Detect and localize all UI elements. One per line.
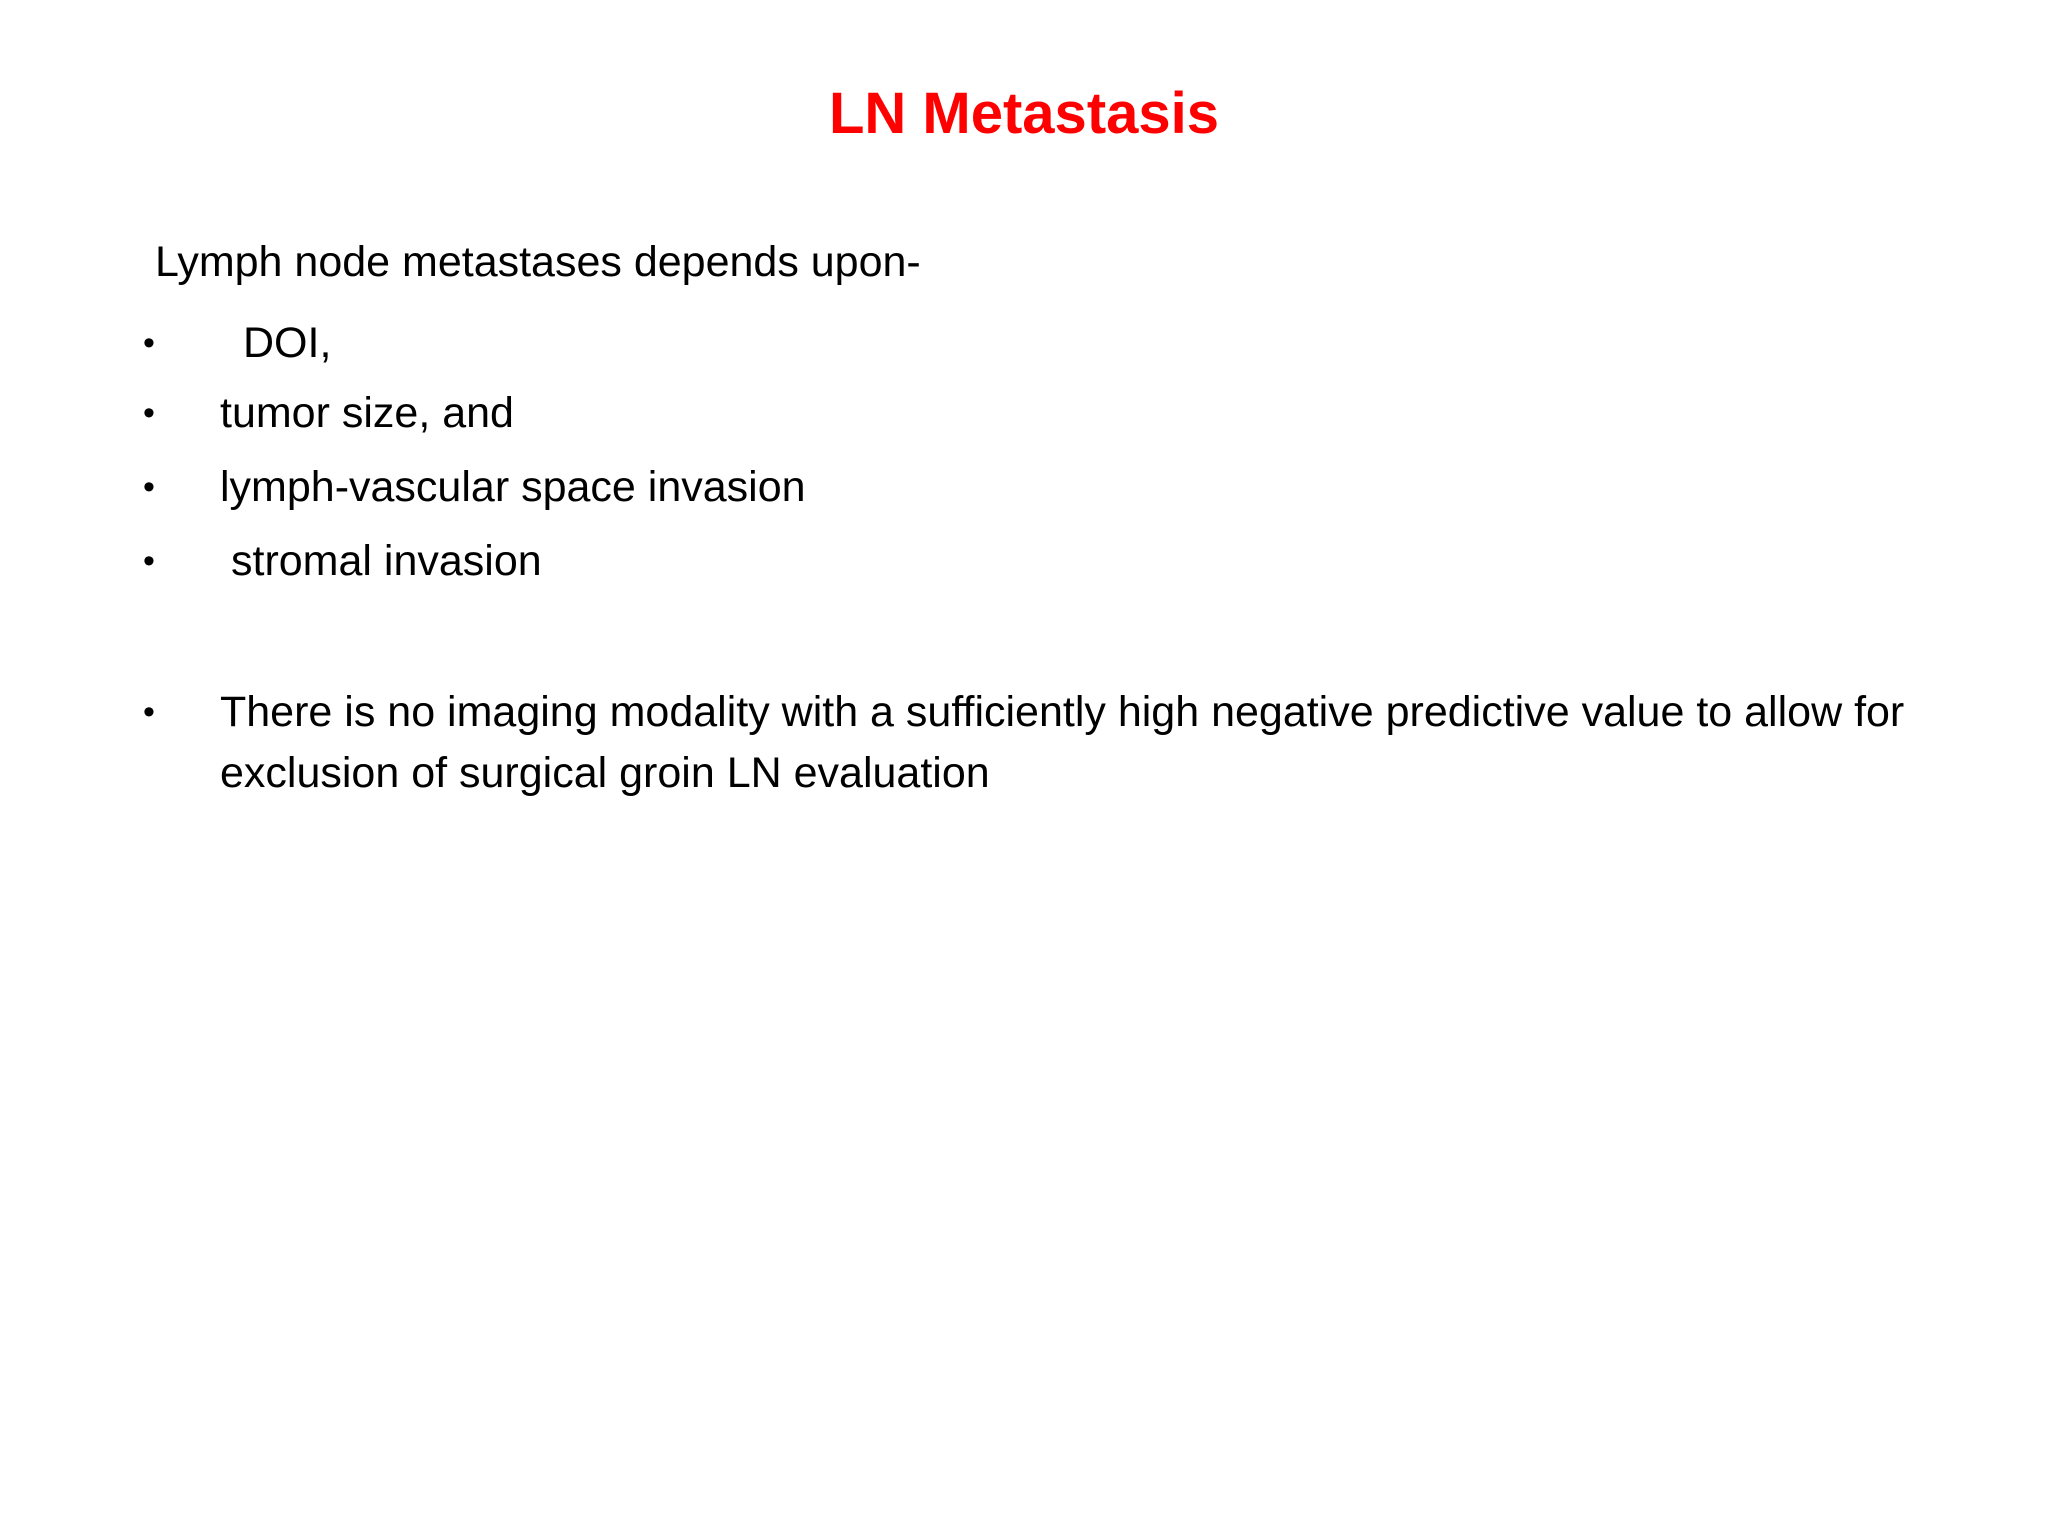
bullet-text: There is no imaging modality with a sufficiently high negative predictive value to allow for exclusion of surgical groin LN evaluation <box>220 688 1905 797</box>
bullet-text: stromal invasion <box>231 537 542 585</box>
bullet-icon: • <box>143 542 155 580</box>
slide-title: LN Metastasis <box>828 81 1220 146</box>
bullet-icon: • <box>143 693 155 731</box>
bullet-icon: • <box>143 394 155 432</box>
bullet-text: lymph-vascular space invasion <box>220 463 806 511</box>
intro-text: Lymph node metastases depends upon- <box>155 238 921 286</box>
bullet-icon: • <box>143 468 155 506</box>
bullet-text: DOI, <box>243 319 332 367</box>
bullet-icon: • <box>143 324 155 362</box>
bullet-text: tumor size, and <box>220 389 514 437</box>
